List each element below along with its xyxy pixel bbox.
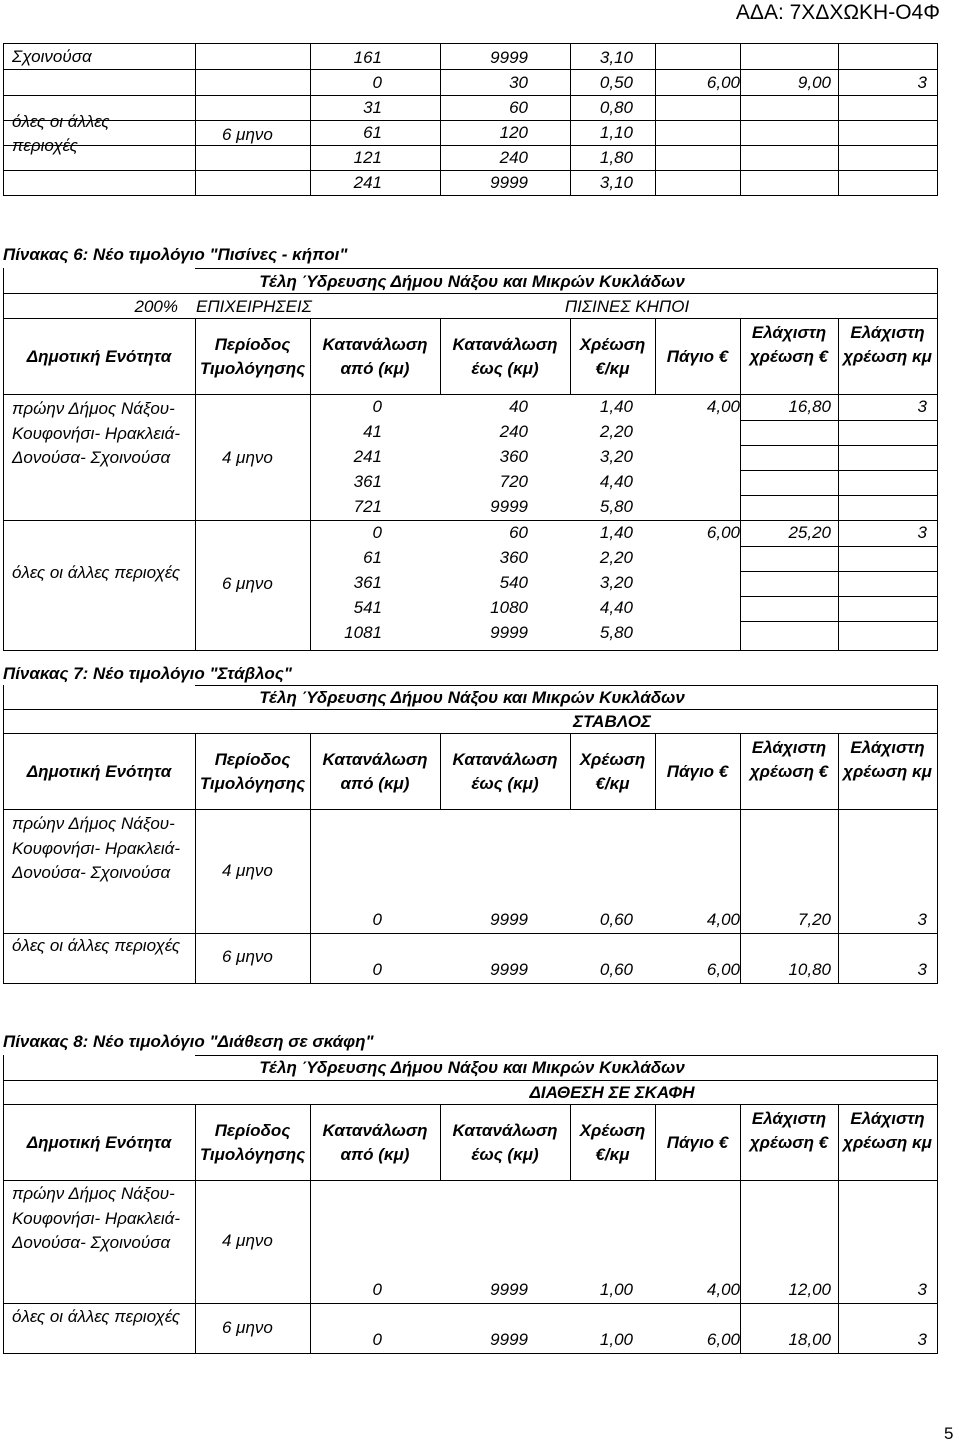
table-hline xyxy=(3,1303,938,1304)
table-vline xyxy=(838,394,839,651)
table-cell: 4,00 xyxy=(706,1280,740,1299)
table-cell: 0,80 xyxy=(599,98,633,117)
table-vline xyxy=(570,43,571,196)
period-label: 4 μηνο xyxy=(222,448,273,467)
table-cell: 0 xyxy=(372,523,382,542)
table-cell: 5,80 xyxy=(599,497,633,516)
table-cell: 61 xyxy=(363,548,382,567)
table-vline xyxy=(440,43,441,196)
table-vline xyxy=(310,318,311,395)
table-hline xyxy=(3,195,938,196)
table-cell: 0 xyxy=(372,73,382,92)
table-cell: 0 xyxy=(372,1330,382,1349)
table-vline xyxy=(3,685,4,984)
table-hline xyxy=(3,809,938,810)
table-hline xyxy=(3,650,938,651)
table-vline xyxy=(310,1180,311,1354)
table-hline xyxy=(3,170,938,171)
table-cell: 121 xyxy=(353,148,382,167)
table-vline xyxy=(838,318,839,395)
header-fixed: Πάγιο € xyxy=(666,1133,729,1152)
table-hline xyxy=(3,983,938,984)
table-cell: 3 xyxy=(917,1280,927,1299)
table-cell: 3 xyxy=(917,73,927,92)
header-to: Κατανάλωση έως (κμ) xyxy=(452,335,558,378)
header-unit: Δημοτική Ενότητα xyxy=(26,347,172,366)
table-vline xyxy=(440,733,441,810)
table-band: Τέλη Ύδρευσης Δήμου Νάξου και Μικρών Κυκλάδων xyxy=(259,688,685,707)
header-from: Κατανάλωση από (κμ) xyxy=(322,1121,428,1164)
table-band: Τέλη Ύδρευσης Δήμου Νάξου και Μικρών Κυκλάδων xyxy=(259,272,685,291)
table-hline xyxy=(195,268,938,269)
table-vline xyxy=(195,733,196,984)
region-label: όλες οι άλλες περιοχές xyxy=(12,112,110,155)
table-hline xyxy=(195,1055,938,1056)
region-label: πρώην Δήμος Νάξου- Κουφονήσι- Ηρακλειά- Δονούσα- Σχοινούσα xyxy=(12,399,181,467)
table-cell: 4,40 xyxy=(599,598,633,617)
table-cell: 60 xyxy=(509,98,528,117)
table-cell: 40 xyxy=(509,397,528,416)
table-cell: 0,50 xyxy=(599,73,633,92)
table-cell: 6,00 xyxy=(706,523,740,542)
table-cell: 361 xyxy=(353,472,382,491)
table-cell: 7,20 xyxy=(797,910,831,929)
table-hline xyxy=(740,445,938,446)
table-cell: 1,00 xyxy=(599,1330,633,1349)
table-cell: 1,40 xyxy=(599,523,633,542)
table-cell: 18,00 xyxy=(788,1330,831,1349)
header-to: Κατανάλωση έως (κμ) xyxy=(452,750,558,793)
table-hline xyxy=(3,733,938,734)
table-cell: 3 xyxy=(917,960,927,979)
table-cell: 1,00 xyxy=(599,1280,633,1299)
table-cell: 0,60 xyxy=(599,960,633,979)
table-cell: 540 xyxy=(499,573,528,592)
document-code: ΑΔΑ: 7ΧΔΧΩΚΗ-Ο4Φ xyxy=(735,1,940,24)
table-cell: 3 xyxy=(917,1330,927,1349)
table-hline xyxy=(740,571,938,572)
table-hline xyxy=(3,394,938,395)
table-cell: 60 xyxy=(509,523,528,542)
period-label: 6 μηνο xyxy=(222,1318,273,1337)
table-cell: 721 xyxy=(353,497,382,516)
table-hline xyxy=(740,546,938,547)
header-from: Κατανάλωση από (κμ) xyxy=(322,335,428,378)
table-vline xyxy=(838,809,839,984)
header-unit: Δημοτική Ενότητα xyxy=(26,762,172,781)
section-label: ΔΙΑΘΕΣΗ ΣΕ ΣΚΑΦΗ xyxy=(529,1083,695,1102)
table-hline xyxy=(195,685,938,686)
header-charge: Χρέωση €/κμ xyxy=(579,335,646,378)
table-vline xyxy=(440,318,441,395)
table-cell: 3,10 xyxy=(599,173,633,192)
table-vline xyxy=(740,809,741,984)
table-vline xyxy=(937,1055,938,1354)
table-hline xyxy=(3,95,938,96)
table-vline xyxy=(310,394,311,651)
table-vline xyxy=(937,43,938,196)
page-number: 5 xyxy=(944,1424,954,1443)
region-label: όλες οι άλλες περιοχές xyxy=(12,936,181,955)
table-hline xyxy=(740,621,938,622)
table-cell: 3 xyxy=(917,910,927,929)
table-hline xyxy=(740,470,938,471)
table-vline xyxy=(570,733,571,810)
table-cell: 2,20 xyxy=(599,548,633,567)
header-min-km: Ελάχιστη χρέωση κμ xyxy=(843,1109,932,1152)
table-cell: 1,10 xyxy=(599,123,633,142)
table-vline xyxy=(740,318,741,395)
table-cell: 3,20 xyxy=(599,447,633,466)
table-vline xyxy=(310,43,311,196)
table-vline xyxy=(838,43,839,196)
table-cell: 12,00 xyxy=(788,1280,831,1299)
table-cell: 30 xyxy=(509,73,528,92)
table-hline xyxy=(3,69,938,70)
table-cell: 9999 xyxy=(490,623,528,642)
table-cell: 1080 xyxy=(490,598,528,617)
table-cell: 0 xyxy=(372,910,382,929)
table-cell: 360 xyxy=(499,548,528,567)
period-label: 4 μηνο xyxy=(222,861,273,880)
table-vline xyxy=(838,1104,839,1181)
header-charge: Χρέωση €/κμ xyxy=(579,1121,646,1164)
table-cell: 0 xyxy=(372,397,382,416)
header-min-km: Ελάχιστη χρέωση κμ xyxy=(843,738,932,781)
table-cell: 241 xyxy=(353,447,382,466)
table-title: Πίνακας 8: Νέο τιμολόγιο "Διάθεση σε σκάφη" xyxy=(3,1032,374,1051)
region-label: όλες οι άλλες περιοχές xyxy=(12,1307,181,1326)
header-period: Περίοδος Τιμολόγησης xyxy=(199,1121,306,1164)
table-cell: 241 xyxy=(353,173,382,192)
table-vline xyxy=(655,1104,656,1181)
table-vline xyxy=(937,685,938,984)
table-vline xyxy=(838,733,839,810)
table-vline xyxy=(195,1104,196,1354)
table-cell: 4,00 xyxy=(706,397,740,416)
table-cell: 3,10 xyxy=(599,48,633,67)
table-hline xyxy=(3,1104,938,1105)
table-hline xyxy=(3,43,938,44)
table-cell: 6,00 xyxy=(706,73,740,92)
table-vline xyxy=(440,1104,441,1181)
table-cell: 1,80 xyxy=(599,148,633,167)
table-hline xyxy=(740,495,938,496)
table-vline xyxy=(740,1180,741,1354)
table-hline xyxy=(3,1353,938,1354)
table-vline xyxy=(838,1180,839,1354)
table-cell: 16,80 xyxy=(788,397,831,416)
region-label: Σχοινούσα xyxy=(12,47,92,66)
table-cell: 240 xyxy=(499,422,528,441)
table-cell: 10,80 xyxy=(788,960,831,979)
table-cell: 41 xyxy=(363,422,382,441)
table-vline xyxy=(655,733,656,810)
table-cell: 161 xyxy=(353,48,382,67)
table-cell: 9999 xyxy=(490,1330,528,1349)
table-vline xyxy=(740,43,741,196)
table-vline xyxy=(655,318,656,395)
table-cell: 3 xyxy=(917,523,927,542)
table-title: Πίνακας 6: Νέο τιμολόγιο "Πισίνες - κήποι" xyxy=(3,245,348,264)
period-label: 6 μηνο xyxy=(222,574,273,593)
table-cell: 240 xyxy=(499,148,528,167)
table-hline xyxy=(3,520,938,521)
header-min-km: Ελάχιστη χρέωση κμ xyxy=(843,323,932,366)
table-cell: 0,60 xyxy=(599,910,633,929)
table-cell: 9999 xyxy=(490,1280,528,1299)
table-hline xyxy=(3,293,938,294)
table-cell: 6,00 xyxy=(706,960,740,979)
table-cell: 3,20 xyxy=(599,573,633,592)
percent-label: 200% xyxy=(134,297,178,316)
table-cell: 0 xyxy=(372,1280,382,1299)
table-cell: 5,80 xyxy=(599,623,633,642)
table-cell: 31 xyxy=(363,98,382,117)
table-vline xyxy=(740,1104,741,1181)
region-label: πρώην Δήμος Νάξου- Κουφονήσι- Ηρακλειά- Δονούσα- Σχοινούσα xyxy=(12,1184,181,1252)
table-hline xyxy=(740,596,938,597)
table-hline xyxy=(3,709,938,710)
region-label: όλες οι άλλες περιοχές xyxy=(12,563,181,582)
table-vline xyxy=(195,43,196,196)
section-label: ΠΙΣΙΝΕΣ ΚΗΠΟΙ xyxy=(564,297,690,316)
header-period: Περίοδος Τιμολόγησης xyxy=(199,750,306,793)
table-hline xyxy=(3,1080,938,1081)
table-vline xyxy=(570,318,571,395)
header-min-eur: Ελάχιστη χρέωση € xyxy=(749,738,829,781)
section-label: ΣΤΑΒΛΟΣ xyxy=(573,712,651,731)
table-vline xyxy=(310,733,311,810)
region-label: πρώην Δήμος Νάξου- Κουφονήσι- Ηρακλειά- Δονούσα- Σχοινούσα xyxy=(12,814,181,882)
table-cell: 4,40 xyxy=(599,472,633,491)
table-cell: 361 xyxy=(353,573,382,592)
header-period: Περίοδος Τιμολόγησης xyxy=(199,335,306,378)
table-vline xyxy=(310,809,311,984)
table-vline xyxy=(3,268,4,651)
table-cell: 6,00 xyxy=(706,1330,740,1349)
table-cell: 9999 xyxy=(490,173,528,192)
period-label: 6 μηνο xyxy=(222,125,273,144)
table-vline xyxy=(3,43,4,196)
table-cell: 1,40 xyxy=(599,397,633,416)
table-hline xyxy=(3,1180,938,1181)
table-cell: 9999 xyxy=(490,910,528,929)
table-vline xyxy=(655,43,656,196)
header-fixed: Πάγιο € xyxy=(666,347,729,366)
table-vline xyxy=(310,1104,311,1181)
table-cell: 360 xyxy=(499,447,528,466)
table-cell: 4,00 xyxy=(706,910,740,929)
table-cell: 2,20 xyxy=(599,422,633,441)
table-cell: 9999 xyxy=(490,497,528,516)
table-cell: 0 xyxy=(372,960,382,979)
category-label: ΕΠΙΧΕΙΡΗΣΕΙΣ xyxy=(196,297,312,316)
table-cell: 61 xyxy=(363,123,382,142)
table-vline xyxy=(570,1104,571,1181)
table-cell: 720 xyxy=(499,472,528,491)
header-min-eur: Ελάχιστη χρέωση € xyxy=(749,1109,829,1152)
table-hline xyxy=(740,420,938,421)
table-cell: 9999 xyxy=(490,48,528,67)
header-fixed: Πάγιο € xyxy=(666,762,729,781)
period-label: 4 μηνο xyxy=(222,1231,273,1250)
table-vline xyxy=(740,394,741,651)
table-vline xyxy=(195,318,196,651)
table-cell: 9999 xyxy=(490,960,528,979)
header-to: Κατανάλωση έως (κμ) xyxy=(452,1121,558,1164)
table-vline xyxy=(3,1055,4,1354)
table-title: Πίνακας 7: Νέο τιμολόγιο "Στάβλος" xyxy=(3,664,292,683)
period-label: 6 μηνο xyxy=(222,947,273,966)
table-cell: 25,20 xyxy=(788,523,831,542)
table-vline xyxy=(937,268,938,651)
table-hline xyxy=(3,318,938,319)
header-min-eur: Ελάχιστη χρέωση € xyxy=(749,323,829,366)
table-cell: 3 xyxy=(917,397,927,416)
header-unit: Δημοτική Ενότητα xyxy=(26,1133,172,1152)
table-cell: 1081 xyxy=(344,623,382,642)
table-cell: 120 xyxy=(499,123,528,142)
table-band: Τέλη Ύδρευσης Δήμου Νάξου και Μικρών Κυκλάδων xyxy=(259,1058,685,1077)
table-cell: 541 xyxy=(353,598,382,617)
table-vline xyxy=(740,733,741,810)
header-charge: Χρέωση €/κμ xyxy=(579,750,646,793)
header-from: Κατανάλωση από (κμ) xyxy=(322,750,428,793)
table-cell: 9,00 xyxy=(797,73,831,92)
